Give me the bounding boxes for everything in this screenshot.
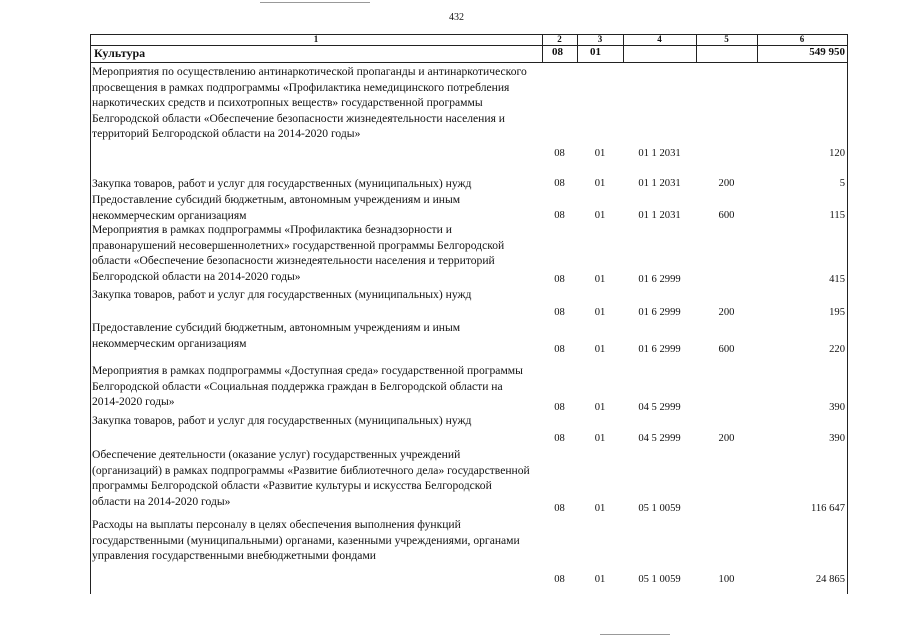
row-description: Закупка товаров, работ и услуг для государственных (муниципальных) нужд: [92, 177, 472, 190]
column-header: 2: [557, 34, 562, 44]
column-border: [90, 34, 91, 594]
budget-table: [90, 34, 848, 594]
row-amount: 5: [839, 178, 845, 189]
row-target-code: 01 1 2031: [638, 210, 681, 221]
column-header: 4: [657, 34, 662, 44]
row-subsection: 01: [594, 433, 606, 444]
row-expense-type: 200: [718, 178, 735, 189]
section-row-border: [90, 62, 848, 63]
subsection-code: 01: [590, 46, 601, 58]
row-amount: 24 865: [815, 574, 845, 585]
row-target-code: 01 6 2999: [638, 344, 681, 355]
row-description: Предоставление субсидий бюджетным, автономным учреждениям и иным некоммерческим организациям: [92, 193, 461, 222]
row-target-code: 01 1 2031: [638, 178, 681, 189]
row-section: 08: [554, 433, 565, 444]
row-subsection: 01: [594, 344, 606, 355]
row-amount: 120: [829, 148, 845, 159]
header-row-border: [90, 45, 848, 46]
row-description: Закупка товаров, работ и услуг для государственных (муниципальных) нужд: [92, 288, 472, 301]
row-amount: 115: [829, 210, 845, 221]
row-description: Закупка товаров, работ и услуг для государственных (муниципальных) нужд: [92, 414, 472, 427]
row-description: Расходы на выплаты персоналу в целях обеспечения выполнения функций государственными (муниципальными) органами, казенными учреждениями, органами управления государственными внебюджетными фондами: [92, 518, 520, 563]
page-number: 432: [449, 12, 464, 23]
column-header: 1: [313, 34, 319, 44]
row-section: 08: [554, 210, 565, 221]
row-amount: 195: [829, 307, 845, 318]
row-target-code: 05 1 0059: [638, 503, 681, 514]
column-border: [847, 34, 848, 594]
row-subsection: 01: [594, 402, 606, 413]
scan-mark: [600, 634, 670, 635]
row-target-code: 04 5 2999: [638, 433, 681, 444]
row-section: 08: [554, 574, 565, 585]
row-description: Мероприятия в рамках подпрограммы «Профилактика безнадзорности и правонарушений несовершеннолетних» государственной программы Белгородской области «Обеспечение безопасности жизнедеятельности населения и территорий Белгородской области на 2014-2020 годы»: [92, 223, 505, 283]
row-amount: 116 647: [810, 503, 845, 514]
section-title: Культура: [94, 46, 146, 60]
row-target-code: 05 1 0059: [638, 574, 681, 585]
row-subsection: 01: [594, 503, 606, 514]
row-expense-type: 600: [718, 344, 735, 355]
row-target-code: 01 6 2999: [638, 274, 681, 285]
row-amount: 390: [829, 402, 845, 413]
row-target-code: 04 5 2999: [638, 402, 681, 413]
row-section: 08: [554, 307, 565, 318]
row-target-code: 01 1 2031: [638, 148, 681, 159]
row-description: Мероприятия по осуществлению антинаркотической пропаганды и антинаркотического просвещения в рамках подпрограммы «Профилактика немедицинского потребления наркотических средств и психотропных веществ» государственной программы Белгородской области «Обеспечение безопасности жизнедеятельности населения и территорий Белгородской области на 2014-2020 годы»: [92, 65, 527, 141]
row-subsection: 01: [594, 210, 606, 221]
row-amount: 220: [829, 344, 845, 355]
row-section: 08: [554, 344, 565, 355]
row-description: Обеспечение деятельности (оказание услуг) государственных учреждений (организаций) в рамках подпрограммы «Развитие библиотечного дела» государственной программы Белгородской области «Развитие культуры и искусства Белгородской области на 2014-2020 годы»: [92, 448, 530, 508]
column-header: 6: [799, 34, 805, 44]
row-section: 08: [554, 178, 565, 189]
scan-mark: [260, 2, 370, 3]
row-subsection: 01: [594, 307, 606, 318]
row-section: 08: [554, 503, 565, 514]
row-subsection: 01: [594, 148, 606, 159]
section-total: 549 950: [809, 46, 845, 58]
row-amount: 390: [829, 433, 845, 444]
row-amount: 415: [829, 274, 845, 285]
section-code: 08: [552, 46, 563, 58]
column-header: 3: [597, 34, 603, 44]
row-expense-type: 200: [718, 307, 735, 318]
row-subsection: 01: [594, 274, 606, 285]
row-section: 08: [554, 148, 565, 159]
row-expense-type: 600: [718, 210, 735, 221]
row-description: Предоставление субсидий бюджетным, автономным учреждениям и иным некоммерческим организациям: [92, 321, 461, 350]
row-section: 08: [554, 402, 565, 413]
row-subsection: 01: [594, 574, 606, 585]
row-target-code: 01 6 2999: [638, 307, 681, 318]
row-description: Мероприятия в рамках подпрограммы «Доступная среда» государственной программы Белгородской области «Социальная поддержка граждан в Белгородской области на 2014-2020 годы»: [92, 364, 523, 409]
column-header: 5: [724, 34, 729, 44]
row-expense-type: 100: [718, 574, 735, 585]
row-expense-type: 200: [718, 433, 735, 444]
row-section: 08: [554, 274, 565, 285]
row-subsection: 01: [594, 178, 606, 189]
